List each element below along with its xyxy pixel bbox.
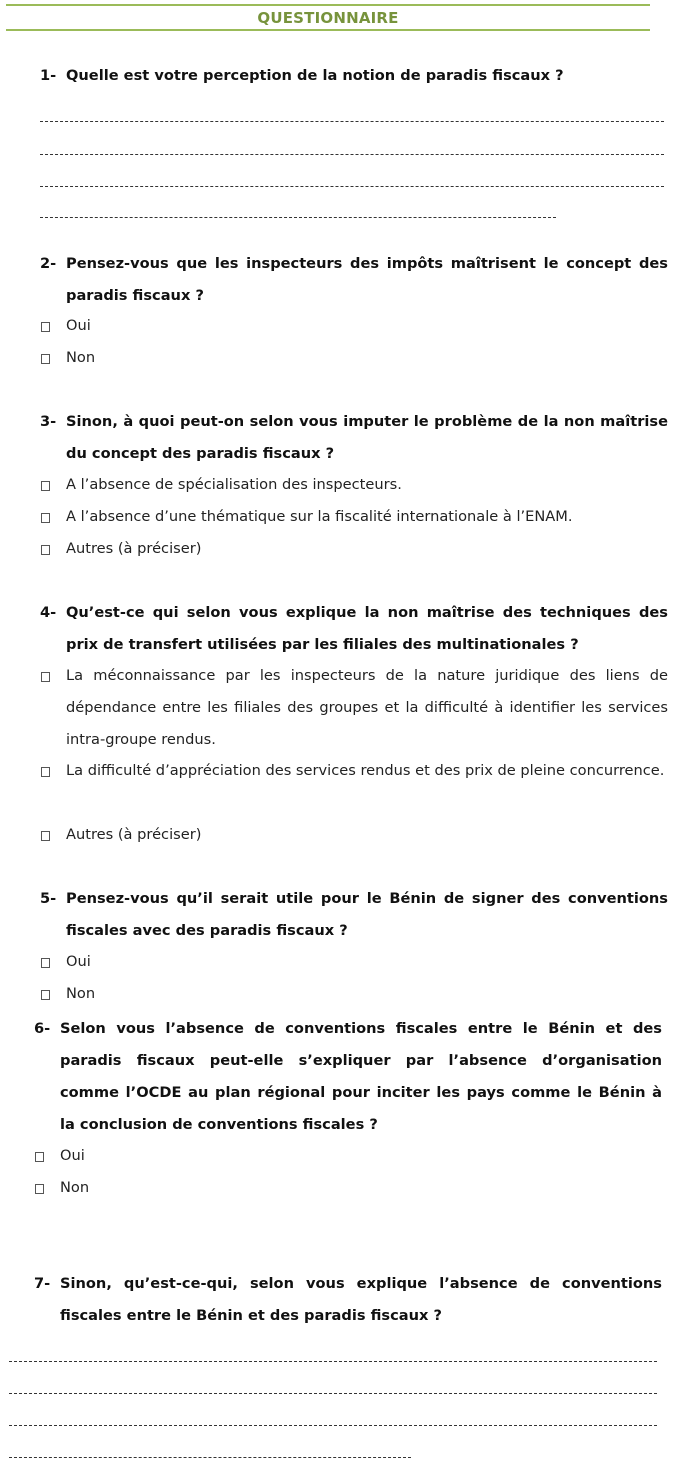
option-label: Non	[60, 1179, 90, 1196]
question-number: 7-	[34, 1275, 51, 1292]
question-3	[40, 406, 668, 470]
question-number: 1-	[40, 67, 57, 84]
answer-line[interactable]	[40, 217, 556, 218]
option-label: La méconnaissance par les inspecteurs de la nature juridique des liens de dépendance entre les filiales des groupes et la difficulté à identifier les services intra-groupe rendus.	[66, 667, 668, 748]
title-rule-bottom	[6, 29, 650, 31]
option-label: Non	[66, 349, 96, 366]
checkbox[interactable]	[41, 767, 50, 777]
checkbox[interactable]	[41, 481, 50, 491]
question-text: Sinon, qu’est-ce-qui, selon vous explique l’absence de conventions fiscales entre le Bénin et des paradis fiscaux ?	[60, 1275, 662, 1324]
option-label: Autres (à préciser)	[66, 826, 202, 843]
checkbox[interactable]	[41, 513, 50, 523]
question-text: Pensez-vous que les inspecteurs des impôts maîtrisent le concept des paradis fiscaux ?	[66, 255, 668, 304]
checkbox[interactable]	[41, 672, 50, 682]
question-6	[34, 1013, 662, 1141]
answer-line[interactable]	[9, 1361, 657, 1362]
question-number: 5-	[40, 890, 57, 907]
option-label: Oui	[66, 953, 91, 970]
option-label: Oui	[66, 317, 91, 334]
answer-line[interactable]	[9, 1457, 411, 1458]
answer-line[interactable]	[40, 186, 664, 187]
checkbox[interactable]	[41, 322, 50, 332]
page-title: QUESTIONNAIRE	[257, 9, 399, 27]
answer-line[interactable]	[40, 121, 664, 122]
question-text: Selon vous l’absence de conventions fiscales entre le Bénin et des paradis fiscaux peut-elle s’expliquer par l’absence d’organisation comme l’OCDE au plan régional pour inciter les pays comme le Bénin à la conclusion de conventions fiscales ?	[60, 1020, 662, 1133]
question-4	[40, 597, 668, 661]
option-label: A l’absence de spécialisation des inspecteurs.	[66, 476, 402, 493]
option-label: Autres (à préciser)	[66, 540, 202, 557]
question-number: 3-	[40, 413, 57, 430]
question-text: Sinon, à quoi peut-on selon vous imputer le problème de la non maîtrise du concept des paradis fiscaux ?	[66, 413, 668, 462]
option-label: A l’absence d’une thématique sur la fiscalité internationale à l’ENAM.	[66, 508, 573, 525]
question-2	[40, 248, 668, 312]
question-1	[40, 60, 668, 92]
answer-line[interactable]	[9, 1425, 657, 1426]
option-label: La difficulté d’appréciation des services rendus et des prix de pleine concurrence.	[66, 762, 665, 779]
question-number: 2-	[40, 255, 57, 272]
answer-line[interactable]	[9, 1393, 657, 1394]
checkbox[interactable]	[41, 354, 50, 364]
question-7	[34, 1268, 662, 1332]
checkbox[interactable]	[35, 1152, 44, 1162]
checkbox[interactable]	[41, 990, 50, 1000]
checkbox[interactable]	[41, 831, 50, 841]
question-text: Qu’est-ce qui selon vous explique la non maîtrise des techniques des prix de transfert utilisées par les filiales des multinationales ?	[66, 604, 668, 653]
question-number: 6-	[34, 1020, 51, 1037]
checkbox[interactable]	[35, 1184, 44, 1194]
option-label: Oui	[60, 1147, 85, 1164]
answer-line[interactable]	[40, 154, 664, 155]
question-5	[40, 883, 668, 947]
title-rule-top	[6, 4, 650, 6]
question-number: 4-	[40, 604, 57, 621]
question-text: Quelle est votre perception de la notion de paradis fiscaux ?	[66, 67, 564, 84]
checkbox[interactable]	[41, 545, 50, 555]
checkbox[interactable]	[41, 958, 50, 968]
option-label: Non	[66, 985, 96, 1002]
question-text: Pensez-vous qu’il serait utile pour le Bénin de signer des conventions fiscales avec des paradis fiscaux ?	[66, 890, 668, 939]
